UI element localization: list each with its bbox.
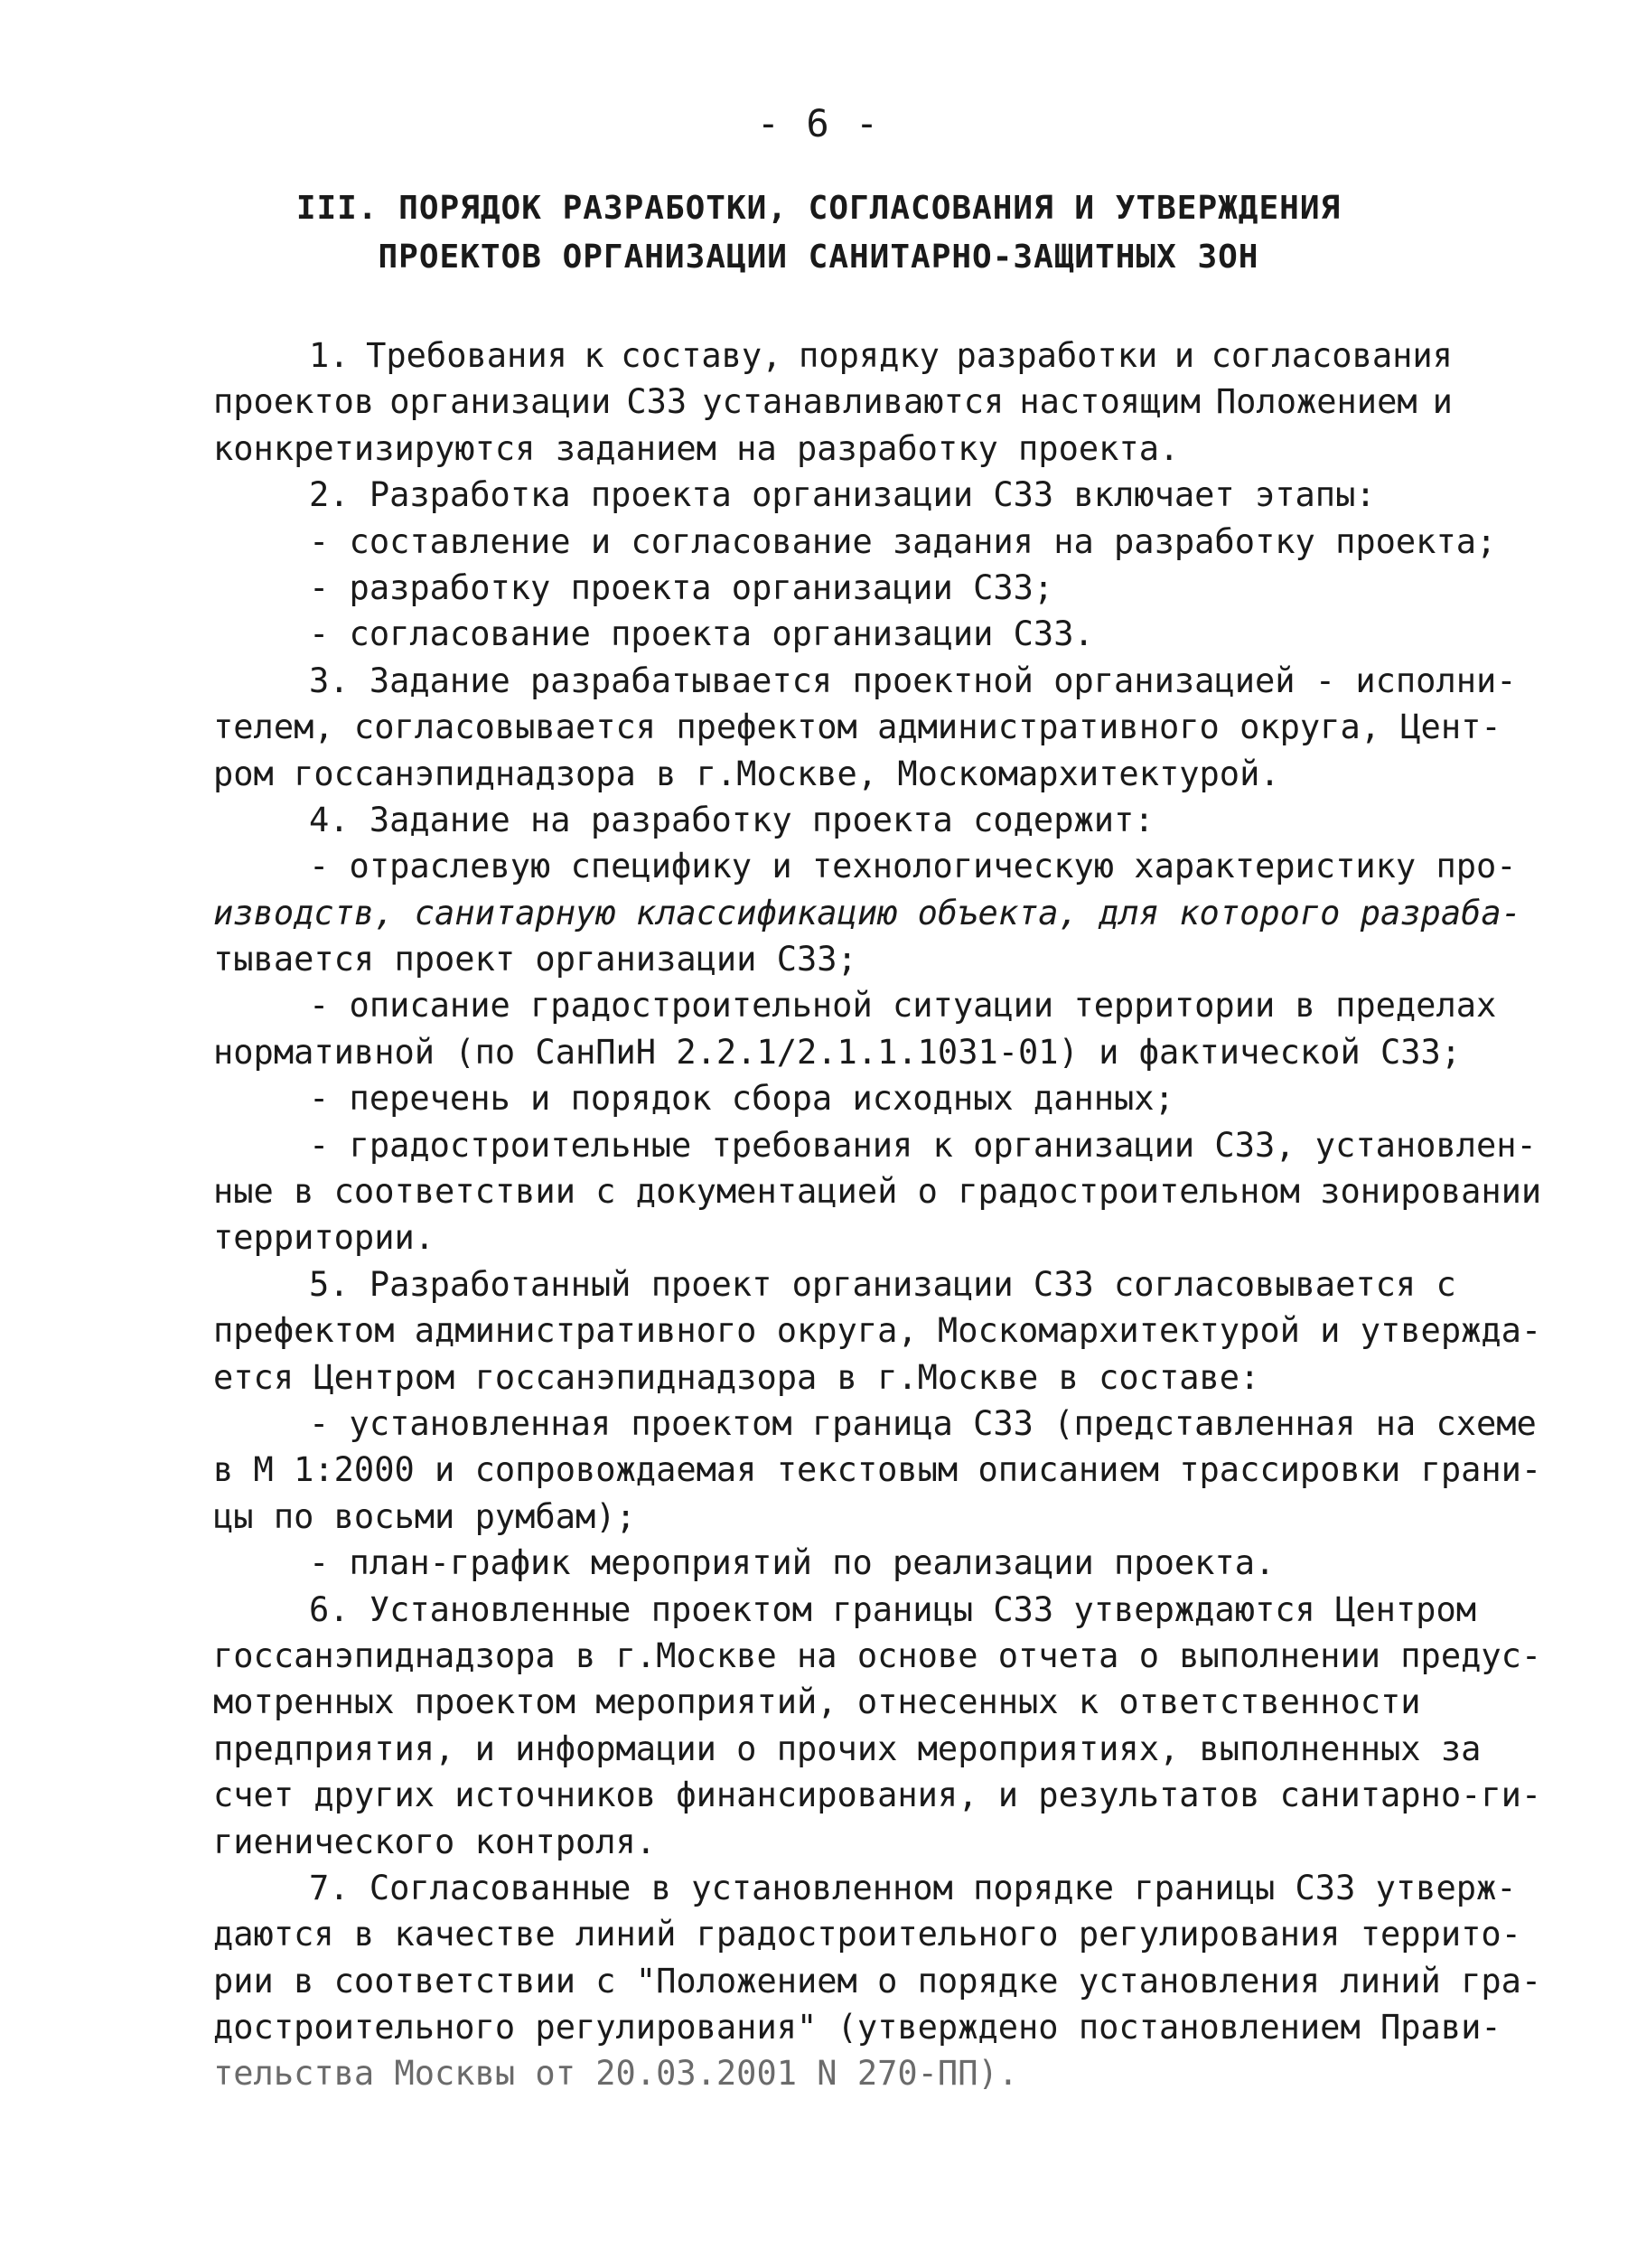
word: и	[1174, 336, 1195, 375]
text-line: даются в качестве линий градостроительного регулирования террито-	[213, 1915, 1521, 1954]
word: и	[1432, 382, 1453, 422]
page-number: - 6 -	[756, 101, 881, 145]
text-line: счет других источников финансирования, и результатов санитарно-ги-	[213, 1776, 1542, 1815]
word: составу,	[621, 336, 782, 375]
text-line: - градостроительные требования к организации СЗЗ, установлен-	[309, 1125, 1537, 1165]
word: проектов	[213, 382, 375, 422]
text-line: достроительного регулирования" (утверждено постановлением Прави-	[213, 2008, 1501, 2048]
text-line: ные в соответствии с документацией о градостроительном зонировании	[213, 1172, 1542, 1212]
text-line: - план-график мероприятий по реализации проекта.	[309, 1543, 1276, 1583]
body-text	[213, 333, 1542, 2097]
word: Требования	[366, 336, 567, 375]
text-line: конкретизируются заданием на разработку проекта.	[213, 428, 1180, 468]
text-line: мотренных проектом мероприятий, отнесенных к ответственности	[213, 1682, 1421, 1722]
text-line: 3. Задание разрабатывается проектной организацией - исполни-	[309, 661, 1517, 700]
text-line: цы по восьми румбам);	[213, 1496, 636, 1536]
word: устанавливаются	[702, 382, 1005, 422]
text-line: изводств, санитарную классификацию объекта, для которого разраба-	[213, 893, 1521, 933]
word: настоящим	[1019, 382, 1201, 422]
text-line: - составление и согласование задания на разработку проекта;	[309, 521, 1497, 561]
text-line	[213, 333, 1453, 379]
text-line: в М 1:2000 и сопровождаемая текстовым описанием трассировки грани-	[213, 1450, 1542, 1490]
text-line: - установленная проектом граница СЗЗ (представленная на схеме	[309, 1403, 1537, 1443]
text-line: тывается проект организации СЗЗ;	[213, 940, 857, 979]
text-line: ром госсанэпиднадзора в г.Москве, Москомархитектурой.	[213, 754, 1280, 793]
text-line: 2. Разработка проекта организации СЗЗ включает этапы:	[309, 475, 1376, 515]
text-line: 4. Задание на разработку проекта содержит:	[309, 800, 1155, 839]
word: согласования	[1211, 336, 1453, 375]
text-line: - отраслевую специфику и технологическую характеристику про-	[309, 847, 1517, 886]
text-line: - описание градостроительной ситуации территории в пределах	[309, 986, 1497, 1026]
section-heading-line-2: ПРОЕКТОВ ОРГАНИЗАЦИИ САНИТАРНО-ЗАЩИТНЫХ ЗОН	[378, 239, 1259, 276]
word: организации	[389, 382, 612, 422]
text-line: гиенического контроля.	[213, 1822, 657, 1861]
text-line: нормативной (по СанПиН 2.2.1/2.1.1.1031-01) и фактической СЗЗ;	[213, 1032, 1462, 1072]
word: порядку	[799, 336, 940, 375]
word: Положением	[1215, 382, 1417, 422]
text-line: - перечень и порядок сбора исходных данных;	[309, 1079, 1174, 1119]
text-line: госсанэпиднадзора в г.Москве на основе отчета о выполнении предус-	[213, 1635, 1542, 1675]
text-line: ется Центром госсанэпиднадзора в г.Москве в составе:	[213, 1357, 1260, 1397]
word: СЗЗ	[626, 382, 688, 422]
word: разработки	[956, 336, 1158, 375]
text-line: 7. Согласованные в установленном порядке границы СЗЗ утверж-	[309, 1868, 1517, 1907]
text-line: 6. Установленные проектом границы СЗЗ утверждаются Центром	[309, 1589, 1477, 1629]
text-line: телем, согласовывается префектом административного округа, Цент-	[213, 708, 1501, 747]
word: 1.	[309, 336, 350, 375]
text-line: рии в соответствии с "Положением о порядке установления линий гра-	[213, 1961, 1542, 2001]
text-line: тельства Москвы от 20.03.2001 N 270-ПП).	[213, 2054, 1019, 2094]
text-line: - разработку проекта организации СЗЗ;	[309, 567, 1054, 607]
text-line	[213, 379, 1453, 425]
text-line: префектом административного округа, Москомархитектурой и утвержда-	[213, 1311, 1542, 1351]
text-line: территории.	[213, 1218, 435, 1258]
section-heading-line-1: III. ПОРЯДОК РАЗРАБОТКИ, СОГЛАСОВАНИЯ И УТВЕРЖДЕНИЯ	[295, 190, 1342, 227]
text-line: - согласование проекта организации СЗЗ.	[309, 614, 1094, 654]
text-line: 5. Разработанный проект организации СЗЗ согласовывается с	[309, 1264, 1456, 1304]
word: к	[584, 336, 604, 375]
text-line: предприятия, и информации о прочих мероприятиях, выполненных за	[213, 1729, 1482, 1768]
